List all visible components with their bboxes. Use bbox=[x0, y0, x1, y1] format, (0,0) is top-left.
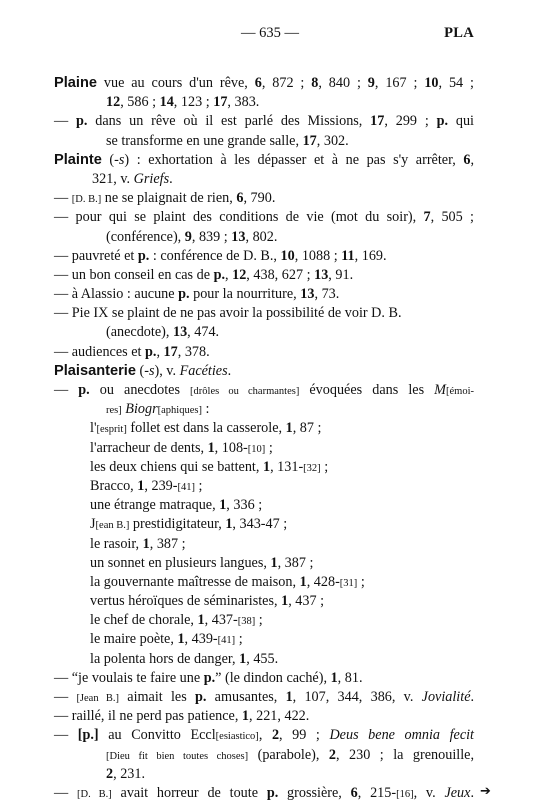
text-segment: grossière, bbox=[278, 784, 351, 801]
line-text bbox=[90, 440, 273, 456]
text-segment: , 1088 ; bbox=[294, 247, 342, 264]
bold-text: 17 bbox=[302, 132, 317, 149]
small-caps-note: [16] bbox=[396, 788, 414, 800]
entry-line bbox=[54, 400, 474, 419]
line-text bbox=[54, 708, 309, 724]
entry-line bbox=[54, 419, 474, 438]
bold-text: 12 bbox=[106, 94, 121, 111]
entry-line bbox=[54, 323, 474, 342]
italic-text: Jovialité bbox=[421, 689, 471, 705]
line-text bbox=[54, 363, 231, 379]
text-segment: ) : exhortation à les dépasser et à ne pas s'y arrêter, bbox=[124, 151, 464, 168]
text-segment: prestidigitateur, bbox=[129, 516, 226, 533]
small-caps-note: [41] bbox=[177, 481, 195, 493]
entry-line bbox=[54, 784, 474, 803]
text-segment: le maire poète, bbox=[90, 631, 178, 648]
bold-text: 1 bbox=[330, 669, 338, 686]
line-text bbox=[90, 651, 278, 667]
text-segment: , 455. bbox=[246, 650, 279, 667]
text-segment: ( bbox=[135, 362, 145, 379]
text-segment: pour la nourriture, bbox=[189, 286, 301, 303]
text-segment: , 169. bbox=[354, 247, 387, 264]
text-segment: , 108- bbox=[214, 439, 248, 456]
bold-text: 11 bbox=[341, 247, 355, 264]
italic-text: M bbox=[434, 382, 446, 398]
text-segment: ; bbox=[357, 573, 365, 590]
text-segment: . bbox=[470, 784, 474, 801]
bold-text: p. bbox=[76, 113, 88, 130]
entry-line bbox=[54, 573, 474, 592]
bold-text: 1 bbox=[225, 516, 233, 533]
line-text bbox=[90, 536, 186, 552]
text-segment: , 383. bbox=[227, 94, 260, 111]
text-segment: — bbox=[54, 689, 77, 705]
text-segment: vue au cours d'un rêve, bbox=[97, 75, 255, 91]
bold-text: 1 bbox=[239, 650, 247, 667]
text-segment: ; bbox=[255, 612, 263, 629]
text-segment: (anecdote), bbox=[106, 324, 173, 341]
small-caps-note: [Dieu fit bien toutes choses] bbox=[106, 750, 249, 762]
text-segment: , 586 ; bbox=[120, 94, 160, 111]
entry-line bbox=[54, 496, 474, 515]
text-segment: : bbox=[201, 401, 210, 418]
small-caps-note: [31] bbox=[339, 577, 358, 589]
small-caps-note: [41] bbox=[217, 635, 236, 647]
text-segment: — Pie IX se plaint de ne pas avoir la possibilité de voir D. B. bbox=[54, 305, 402, 322]
bold-text: 2 bbox=[106, 765, 114, 782]
entry-headword: Plainte bbox=[54, 151, 102, 168]
line-text bbox=[90, 497, 262, 513]
page-number: — 635 — bbox=[241, 25, 299, 41]
text-segment: — “je voulais te faire une bbox=[54, 669, 204, 686]
bold-text: 9 bbox=[367, 75, 375, 91]
text-segment: ; bbox=[265, 439, 273, 456]
entry-line bbox=[54, 630, 474, 649]
bold-text: 8 bbox=[311, 75, 319, 91]
line-text bbox=[90, 516, 287, 532]
line-text bbox=[106, 229, 277, 245]
bold-text: 1 bbox=[207, 439, 215, 456]
text-segment: Bracco, bbox=[90, 477, 138, 494]
text-segment: . bbox=[470, 689, 475, 705]
text-segment: , 839 ; bbox=[191, 228, 232, 245]
text-segment: , 123 ; bbox=[173, 94, 214, 111]
text-segment: — audiences et bbox=[54, 343, 145, 360]
italic-text: Deus bene omnia fecit bbox=[329, 727, 474, 744]
text-segment: les deux chiens qui se battent, bbox=[90, 458, 263, 475]
text-segment: l'arracheur de dents, bbox=[90, 439, 208, 456]
text-segment: , 343-47 ; bbox=[232, 516, 288, 533]
line-text bbox=[54, 305, 402, 321]
section-letters: PLA bbox=[444, 25, 474, 41]
entry-line bbox=[54, 707, 474, 726]
bold-text: 10 bbox=[280, 247, 295, 264]
text-segment: , 299 ; bbox=[384, 113, 437, 130]
italic-text: -s bbox=[114, 151, 125, 168]
index-content bbox=[54, 74, 474, 803]
bold-text: 2 bbox=[271, 727, 280, 744]
line-text bbox=[106, 766, 145, 782]
line-text bbox=[54, 113, 474, 129]
small-caps-note: [D. B.] bbox=[71, 194, 102, 206]
small-caps-note: [aphiques] bbox=[157, 405, 202, 417]
text-segment: — bbox=[54, 190, 72, 207]
text-segment: — bbox=[54, 784, 77, 801]
bold-text: 13 bbox=[231, 228, 246, 245]
italic-text: Griefs bbox=[133, 170, 170, 187]
bold-text: p. bbox=[213, 266, 226, 283]
bold-text: 1 bbox=[177, 631, 185, 648]
text-segment: , 91. bbox=[328, 266, 354, 283]
line-text bbox=[90, 631, 243, 647]
small-caps-note: [esiastico] bbox=[215, 731, 259, 743]
entry-line bbox=[54, 688, 474, 707]
entry-line bbox=[54, 458, 474, 477]
text-segment: , 872 ; bbox=[261, 75, 312, 91]
text-segment: ), v. bbox=[154, 362, 180, 379]
bold-text: p. bbox=[266, 784, 279, 801]
small-caps-note: [émoi- bbox=[446, 386, 474, 397]
text-segment: vertus héroïques de séminaristes, bbox=[90, 593, 282, 610]
text-segment: ou anecdotes bbox=[89, 382, 191, 398]
text-segment: (parabole), bbox=[248, 746, 329, 763]
line-text bbox=[106, 133, 349, 149]
text-segment: , 428- bbox=[306, 573, 340, 590]
bold-text: 6 bbox=[350, 784, 358, 801]
text-segment: la gouvernante maîtresse de maison, bbox=[90, 573, 300, 590]
text-segment: — pour qui se plaint des conditions de vie (mot du soir), bbox=[54, 209, 424, 226]
text-segment: . bbox=[227, 362, 232, 379]
bold-text: 2 bbox=[328, 746, 337, 763]
small-caps-note: [38] bbox=[237, 616, 256, 628]
bold-text: p. bbox=[195, 689, 207, 705]
line-text bbox=[54, 75, 474, 91]
text-segment: , 54 ; bbox=[438, 75, 474, 91]
entry-line bbox=[54, 439, 474, 458]
line-text bbox=[54, 248, 387, 264]
text-segment: , 387 ; bbox=[277, 554, 314, 571]
entry-line bbox=[54, 765, 474, 784]
line-text bbox=[106, 94, 259, 110]
line-text bbox=[54, 190, 275, 206]
text-segment: dans un rêve où il est parlé des Missions, bbox=[87, 113, 371, 130]
text-segment: J bbox=[90, 516, 96, 533]
bold-text: 1 bbox=[137, 477, 145, 494]
entry-line bbox=[54, 515, 474, 534]
bold-text: 1 bbox=[281, 593, 289, 610]
text-segment: un sonnet en plusieurs langues, bbox=[90, 554, 271, 571]
text-segment: la polenta hors de danger, bbox=[90, 650, 240, 667]
text-segment: le chef de chorale, bbox=[90, 612, 198, 629]
bold-text: 1 bbox=[285, 420, 293, 437]
bold-text: [p.] bbox=[77, 727, 99, 744]
bold-text: 1 bbox=[270, 554, 278, 571]
text-segment: , 230 ; la grenouille, bbox=[336, 746, 475, 763]
entry-line bbox=[54, 170, 474, 189]
entry-line bbox=[54, 535, 474, 554]
text-segment: , bbox=[225, 266, 233, 283]
text-segment: , 231. bbox=[113, 765, 146, 782]
text-segment: ; bbox=[320, 458, 329, 475]
bold-text: p. bbox=[145, 343, 157, 360]
text-segment: — raillé, il ne perd pas patience, bbox=[54, 708, 242, 725]
line-text bbox=[106, 324, 219, 340]
text-segment: — à Alassio : aucune bbox=[54, 286, 179, 303]
bold-text: 1 bbox=[142, 535, 150, 552]
bold-text: 17 bbox=[213, 94, 228, 111]
line-text bbox=[54, 152, 474, 168]
text-segment: , 840 ; bbox=[318, 75, 368, 91]
entry-line bbox=[54, 266, 474, 285]
text-segment: — bbox=[54, 113, 77, 130]
text-segment: , 221, 422. bbox=[249, 708, 310, 725]
entry-line bbox=[54, 592, 474, 611]
small-caps-note: [Jean B.] bbox=[76, 693, 120, 704]
bold-text: p. bbox=[78, 382, 90, 398]
line-text bbox=[106, 747, 474, 763]
bold-text: 1 bbox=[197, 612, 205, 629]
text-segment: : conférence de D. B., bbox=[149, 247, 281, 264]
text-segment: ” (le dindon caché), bbox=[215, 669, 331, 686]
text-segment: 321, v. bbox=[92, 170, 134, 187]
line-text bbox=[54, 670, 362, 686]
line-text bbox=[54, 267, 353, 283]
text-segment: — un bon conseil en cas de bbox=[54, 266, 214, 283]
italic-text: Biogr bbox=[125, 401, 158, 418]
text-segment: , 81. bbox=[337, 669, 363, 686]
bold-text: 1 bbox=[219, 497, 227, 514]
entry-line bbox=[54, 746, 474, 765]
line-text bbox=[54, 344, 210, 360]
small-caps-note: res] bbox=[106, 405, 122, 417]
bold-text: 17 bbox=[370, 113, 385, 130]
bold-text: 12 bbox=[232, 266, 247, 283]
entry-line bbox=[54, 132, 474, 151]
arrow-right-icon: ➔ bbox=[480, 783, 491, 799]
text-segment: , 99 ; bbox=[279, 727, 330, 744]
bold-text: p. bbox=[137, 247, 150, 264]
text-segment: , bbox=[470, 151, 474, 168]
bold-text: 6 bbox=[236, 190, 244, 207]
text-segment: qui bbox=[448, 113, 474, 130]
text-segment: , 336 ; bbox=[226, 497, 263, 514]
text-segment: — bbox=[54, 382, 79, 398]
entry-line bbox=[54, 304, 474, 323]
text-segment: ( bbox=[101, 151, 115, 168]
entry-line bbox=[54, 189, 474, 208]
text-segment: , bbox=[258, 727, 272, 744]
entry-line bbox=[54, 362, 474, 381]
entry-line bbox=[54, 208, 474, 227]
entry-line bbox=[54, 381, 474, 400]
text-segment: , 802. bbox=[245, 228, 278, 245]
text-segment: aimait les bbox=[119, 689, 195, 705]
line-text bbox=[92, 171, 173, 187]
bold-text: p. bbox=[203, 669, 216, 686]
text-segment: , 167 ; bbox=[374, 75, 425, 91]
entry-line bbox=[54, 228, 474, 247]
entry-line bbox=[54, 477, 474, 496]
text-segment: , 790. bbox=[243, 190, 276, 207]
text-segment: ; bbox=[235, 631, 243, 648]
italic-text: Facéties bbox=[179, 362, 228, 379]
entry-line bbox=[54, 151, 474, 170]
italic-text: -s bbox=[144, 362, 155, 379]
text-segment: amusantes, bbox=[206, 689, 286, 705]
text-segment: évoquées dans les bbox=[299, 382, 435, 398]
line-text bbox=[90, 574, 365, 590]
bold-text: 1 bbox=[241, 708, 250, 725]
bold-text: 7 bbox=[423, 209, 431, 226]
text-segment: , 131- bbox=[270, 458, 304, 475]
text-segment: se transforme en une grande salle, bbox=[106, 132, 303, 149]
text-segment: — bbox=[54, 727, 78, 744]
bold-text: 13 bbox=[172, 324, 188, 341]
text-segment: , 215- bbox=[357, 784, 397, 801]
bold-text: 14 bbox=[159, 94, 174, 111]
text-segment: ne se plaignait de rien, bbox=[101, 190, 237, 207]
text-segment: , 302. bbox=[316, 132, 349, 149]
entry-line bbox=[54, 247, 474, 266]
bold-text: 1 bbox=[285, 689, 293, 705]
italic-text: Jeux bbox=[444, 784, 471, 801]
bold-text: 10 bbox=[424, 75, 439, 91]
text-segment: — pauvreté et bbox=[54, 247, 138, 264]
text-segment: , 378. bbox=[177, 343, 210, 360]
bold-text: 17 bbox=[163, 343, 178, 360]
text-segment: , bbox=[156, 343, 164, 360]
small-caps-note: [ean B.] bbox=[95, 520, 130, 532]
text-segment: au Convitto Eccl bbox=[98, 727, 216, 744]
small-caps-note: [10] bbox=[247, 443, 266, 455]
entry-line bbox=[54, 726, 474, 745]
page-header bbox=[0, 25, 540, 45]
line-text bbox=[54, 382, 474, 398]
text-segment: , 73. bbox=[314, 286, 340, 303]
text-segment: , 239- bbox=[144, 477, 178, 494]
line-text bbox=[90, 612, 263, 628]
text-segment: , 439- bbox=[184, 631, 218, 648]
line-text bbox=[54, 209, 474, 225]
text-segment: , 437- bbox=[204, 612, 238, 629]
line-text bbox=[54, 785, 474, 801]
line-text bbox=[90, 555, 313, 571]
bold-text: 1 bbox=[299, 573, 307, 590]
line-text bbox=[90, 420, 321, 436]
text-segment: une étrange matraque, bbox=[90, 497, 220, 514]
entry-line bbox=[54, 285, 474, 304]
entry-headword: Plaisanterie bbox=[54, 362, 136, 379]
line-text bbox=[54, 689, 474, 705]
text-segment: , 87 ; bbox=[292, 420, 322, 437]
text-segment: . bbox=[169, 170, 173, 187]
small-caps-note: [D. B.] bbox=[77, 788, 112, 800]
entry-line bbox=[54, 650, 474, 669]
entry-line bbox=[54, 93, 474, 112]
bold-text: 13 bbox=[300, 286, 315, 303]
entry-line bbox=[54, 554, 474, 573]
entry-line bbox=[54, 611, 474, 630]
text-segment: le rasoir, bbox=[90, 535, 143, 552]
bold-text: 6 bbox=[463, 151, 471, 168]
entry-line bbox=[54, 343, 474, 362]
text-segment: ; bbox=[194, 477, 203, 494]
line-text bbox=[90, 478, 202, 494]
small-caps-note: [32] bbox=[303, 462, 321, 474]
bold-text: 13 bbox=[314, 266, 329, 283]
text-segment: , 387 ; bbox=[149, 535, 186, 552]
text-segment: , v. bbox=[413, 784, 445, 801]
line-text bbox=[54, 727, 474, 743]
text-segment: , 505 ; bbox=[430, 209, 474, 226]
text-segment: follet est dans la casserole, bbox=[126, 420, 286, 437]
text-segment: avait horreur de toute bbox=[111, 784, 267, 801]
bold-text: 1 bbox=[262, 458, 271, 475]
line-text bbox=[90, 459, 328, 475]
text-segment: , 107, 344, 386, v. bbox=[292, 689, 422, 705]
bold-text: 9 bbox=[184, 228, 192, 245]
bold-text: 6 bbox=[254, 75, 262, 91]
entry-line bbox=[54, 74, 474, 93]
bold-text: p. bbox=[436, 113, 449, 130]
text-segment: (conférence), bbox=[106, 228, 185, 245]
line-text bbox=[106, 401, 209, 417]
bold-text: p. bbox=[178, 286, 190, 303]
text-segment: , 437 ; bbox=[288, 593, 325, 610]
entry-line bbox=[54, 669, 474, 688]
small-caps-note: [esprit] bbox=[96, 424, 127, 436]
line-text bbox=[90, 593, 324, 609]
line-text bbox=[54, 286, 339, 302]
entry-line bbox=[54, 112, 474, 131]
small-caps-note: [drôles ou charmantes] bbox=[190, 386, 300, 397]
text-segment: , 474. bbox=[187, 324, 220, 341]
text-segment: l' bbox=[90, 420, 97, 437]
entry-headword: Plaine bbox=[54, 75, 97, 91]
text-segment: , 438, 627 ; bbox=[246, 266, 315, 283]
